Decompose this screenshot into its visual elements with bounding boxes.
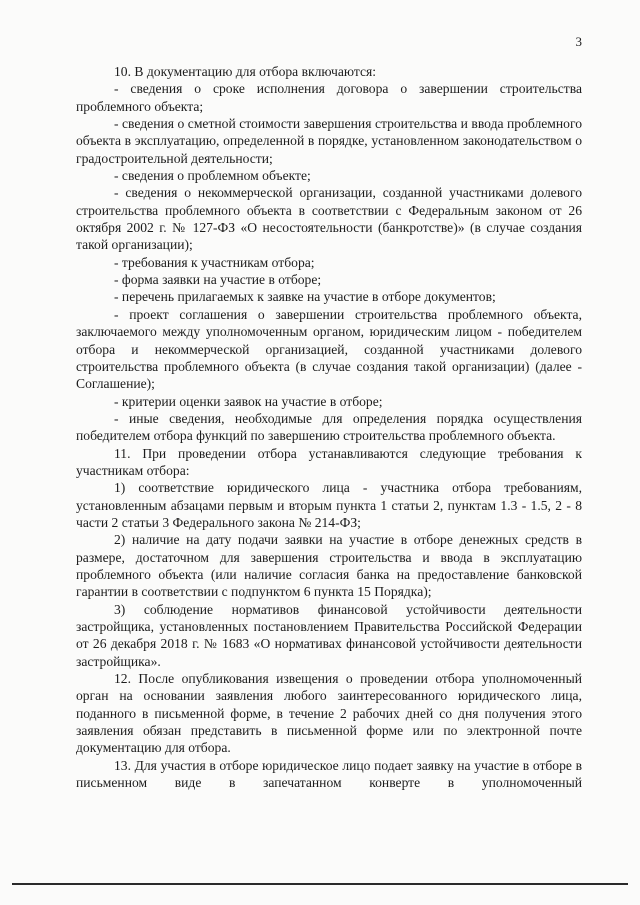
document-body [76, 63, 582, 791]
requirement-3: 3) соблюдение нормативов финансовой устойчивости деятельности застройщика, установленных постановлением Правительства Российской Федерации от 26 декабря 2018 г. № 1683 «О нормативах финансовой устойчивости деятельности застройщика». [76, 601, 582, 669]
requirement-2: 2) наличие на дату подачи заявки на участие в отборе денежных средств в размере, достаточном для завершения строительства и ввода в эксплуатацию проблемного объекта (или наличие согласия банка на предоставление банковской гарантии в соответствии с подпунктом 6 пункта 15 Порядка); [76, 532, 582, 600]
list-item-evaluation-criteria: - критерии оценки заявок на участие в отборе; [114, 393, 383, 409]
list-item-draft-agreement: - проект соглашения о завершении строительства проблемного объекта, заключаемого между уполномоченным органом, юридическим лицом - победителем отбора и некоммерческой организацией, созданной участниками долевого строительства проблемного объекта (в случае создания такой организации) (далее - Соглашение); [76, 306, 582, 392]
list-item-participant-requirements: - требования к участникам отбора; [114, 254, 315, 270]
requirement-1: 1) соответствие юридического лица - участника отбора требованиям, установленным абзацами первым и вторым пункта 1 статьи 2, пунктам 1.3 - 1.5, 2 - 8 части 2 статьи 3 Федерального закона № 214-ФЗ; [76, 480, 582, 530]
paragraph-10-heading: 10. В документацию для отбора включаются: [114, 64, 377, 79]
paragraph-11-heading: 11. При проведении отбора устанавливаются следующие требования к участникам отбора: [76, 445, 582, 478]
list-item-application-form: - форма заявки на участие в отборе; [114, 272, 322, 288]
list-item-other-information: - иные сведения, необходимые для определения порядка осуществления победителем отбора функций по завершению строительства проблемного объекта. [76, 410, 582, 444]
page-number: 3 [575, 34, 582, 49]
paragraph-12: 12. После опубликования извещения о проведении отбора уполномоченный орган на основании заявления любого заинтересованного юридического лица, поданного в письменной форме, в течение 2 рабочих дней со дня получения этого заявления обязан представить в письменной форме или по электронной почте документацию для отбора. [76, 671, 582, 756]
list-item-contract-term: - сведения о сроке исполнения договора о завершении строительства проблемного объекта; [76, 81, 582, 114]
list-item-nonprofit-organization: - сведения о некоммерческой организации, созданной участниками долевого строительства проблемного объекта в соответствии с Федеральным законом от 26 октября 2002 г. № 127-ФЗ «О несостоятельности (банкротстве)» (в случае создания такой организации); [76, 185, 582, 253]
bottom-edge-line [12, 883, 628, 885]
list-item-estimated-cost: - сведения о сметной стоимости завершения строительства и ввода проблемного объекта в эксплуатацию, определенной в порядке, установленном законодательством о градостроительной деятельности; [76, 116, 582, 166]
list-item-problem-object: - сведения о проблемном объекте; [114, 168, 311, 184]
list-item-documents-list: - перечень прилагаемых к заявке на участие в отборе документов; [114, 289, 496, 305]
paragraph-13: 13. Для участия в отборе юридическое лицо подает заявку на участие в отборе в письменном виде в запечатанном конверте в уполномоченный [76, 757, 582, 791]
